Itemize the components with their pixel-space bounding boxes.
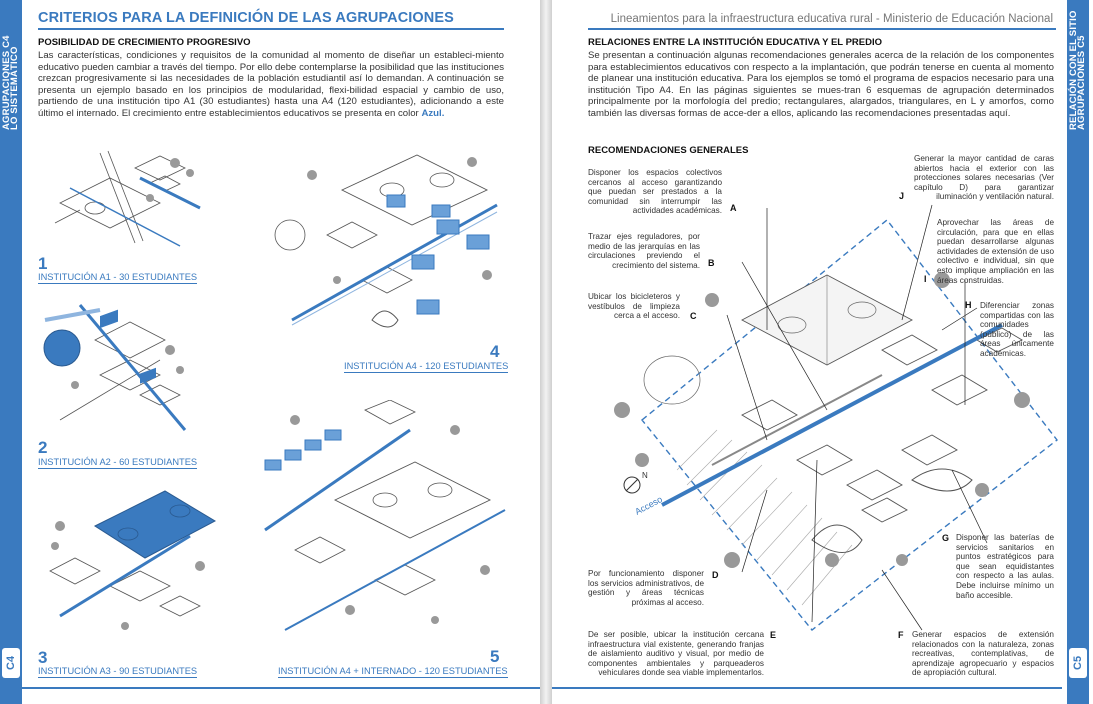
recommendation-e: De ser posible, ubicar la institución cercana infraestructura vial existente, generando franjas de aislamiento auditivo y visual, por medio de componentes ambientales y parqueaderos vehiculares donde sea viable implementarlos. <box>588 630 764 678</box>
figure-5-caption: INSTITUCIÓN A4 + INTERNADO - 120 ESTUDIANTES <box>278 666 508 676</box>
figure-2-diagram <box>40 300 210 440</box>
recommendation-g: Disponer las baterías de servicios sanitarios en puntos estratégicos para que sean equidistantes con respecto a las aulas. Debe incluirse mínimo un baño accesible. <box>956 533 1054 600</box>
label-c: C <box>690 311 697 321</box>
recommendation-b: Trazar ejes reguladores, por medio de las jerarquías en las circulaciones previendo el crecimiento del sistema. <box>588 232 700 270</box>
figure-3-number: 3 <box>38 648 48 667</box>
recommendation-f: Generar espacios de extensión relacionados con la naturaleza, zonas recreativas, contemplativas, de aprendizaje agropecuario y espacios de apropiación cultural. <box>912 630 1054 678</box>
label-f: F <box>898 630 904 640</box>
side-tab-text: RELACIÓN CON EL SITIO AGRUPACIONES C5 <box>1068 10 1087 130</box>
label-h: H <box>965 300 972 310</box>
north-label: N <box>642 471 648 480</box>
label-i: I <box>924 274 927 284</box>
title-rule <box>38 28 504 30</box>
recommendation-a: Disponer los espacios colectivos cercanos al acceso garantizando que puedan ser prestados a la comunidad sin interrumpir las actividades académicas. <box>588 168 722 216</box>
figure-3-diagram <box>40 476 220 646</box>
figure-2-number: 2 <box>38 438 48 457</box>
intro-paragraph: Se presentan a continuación algunas recomendaciones generales acerca de la relación de los componentes para establecimientos educativos con respecto a la implantación, que podrán tenerse en cuenta al momento de planear una institución educativa. Para los ejemplos se tomó el programa de espacios necesario para una institución Tipo A4. En las páginas siguientes se mues-tran 6 esquemas de agrupación determinados principalmente por la morfología del predio; rectangulares, alargados, triangulares, en L y amorfos, como también las diversas formas de acce-der a ellos, aplicando las recomendaciones presentadas aquí. <box>588 50 1054 119</box>
right-page <box>552 0 1093 704</box>
book-gutter <box>540 0 552 704</box>
figure-5-number: 5 <box>490 647 500 666</box>
label-d: D <box>712 570 719 580</box>
chapter-side-tab <box>1067 0 1089 704</box>
label-a: A <box>730 203 737 213</box>
figure-4-caption: INSTITUCIÓN A4 - 120 ESTUDIANTES <box>344 361 509 371</box>
side-tab-text: AGRUPACIONES C4 LO SISTEMÁTICO <box>1 35 20 130</box>
recommendation-h: Diferenciar zonas compartidas con las comunidades (público) de las áreas únicamente académicas. <box>980 301 1054 358</box>
figure-1-diagram <box>40 148 210 248</box>
label-j: J <box>899 191 905 201</box>
label-e: E <box>770 630 777 640</box>
recommendations-heading: RECOMENDACIONES GENERALES <box>588 145 749 156</box>
figure-3-caption: INSTITUCIÓN A3 - 90 ESTUDIANTES <box>38 666 198 676</box>
recommendation-c: Ubicar los bicicleteros y vestíbulos de limpieza cerca a el acceso. <box>588 292 680 321</box>
label-g: G <box>942 533 950 543</box>
section-heading: RELACIONES ENTRE LA INSTITUCIÓN EDUCATIVA Y EL PREDIO <box>588 37 882 48</box>
left-page <box>0 0 540 704</box>
bottom-rule <box>0 687 540 689</box>
figure-4-diagram <box>272 150 507 340</box>
label-b: B <box>708 258 715 268</box>
figure-5-diagram <box>255 400 510 645</box>
chapter-side-tab <box>0 0 22 704</box>
figure-2-caption: INSTITUCIÓN A2 - 60 ESTUDIANTES <box>38 457 198 467</box>
intro-paragraph: Las características, condiciones y requisitos de la comunidad al momento de diseñar un estableci-miento educativo pueden cambiar a través del tiempo. Por ello debe contemplarse la posibilidad que las instituciones crezcan progresivamente si las necesidades de la población estudiantil así lo demandan. A continuación se presenta un ejemplo basado en los principios de modularidad, flexi-bilidad espacial y cambio de uso, partiendo de una institución tipo A1 (30 estudiantes) hasta una A4 (120 estudiantes), adicionando a este último el internado. El crecimiento entre establecimientos educativos se presenta en color Azul. <box>38 50 504 119</box>
header-rule <box>588 28 1056 30</box>
running-header: Lineamientos para la infraestructura educativa rural - Ministerio de Educación Nacional <box>610 13 1053 25</box>
recommendation-d: Por funcionamiento disponer los servicios administrativos, de gestión y áreas técnicas próximas al acceso. <box>588 569 704 607</box>
chapter-code: C5 <box>1069 648 1087 678</box>
chapter-code: C4 <box>2 648 20 678</box>
access-label: Acceso <box>633 494 664 517</box>
page-title: CRITERIOS PARA LA DEFINICIÓN DE LAS AGRUPACIONES <box>38 10 454 26</box>
figure-1-caption: INSTITUCIÓN A1 - 30 ESTUDIANTES <box>38 272 198 282</box>
recommendation-j: Generar la mayor cantidad de caras abiertos hacia el exterior con las protecciones solares necesarias (Ver capítulo D) para garantizar iluminación y ventilación natural. <box>914 154 1054 202</box>
figure-1-number: 1 <box>38 254 48 273</box>
recommendation-i: Aprovechar las áreas de circulación, para que en ellas puedan desarrollarse algunas actividades de extensión de uso colectivo e individual, sin que esto implique ampliación en las áreas construidas. <box>937 218 1054 285</box>
figure-4-number: 4 <box>490 342 500 361</box>
section-heading: POSIBILIDAD DE CRECIMIENTO PROGRESIVO <box>38 37 251 48</box>
bottom-rule <box>552 687 1062 689</box>
